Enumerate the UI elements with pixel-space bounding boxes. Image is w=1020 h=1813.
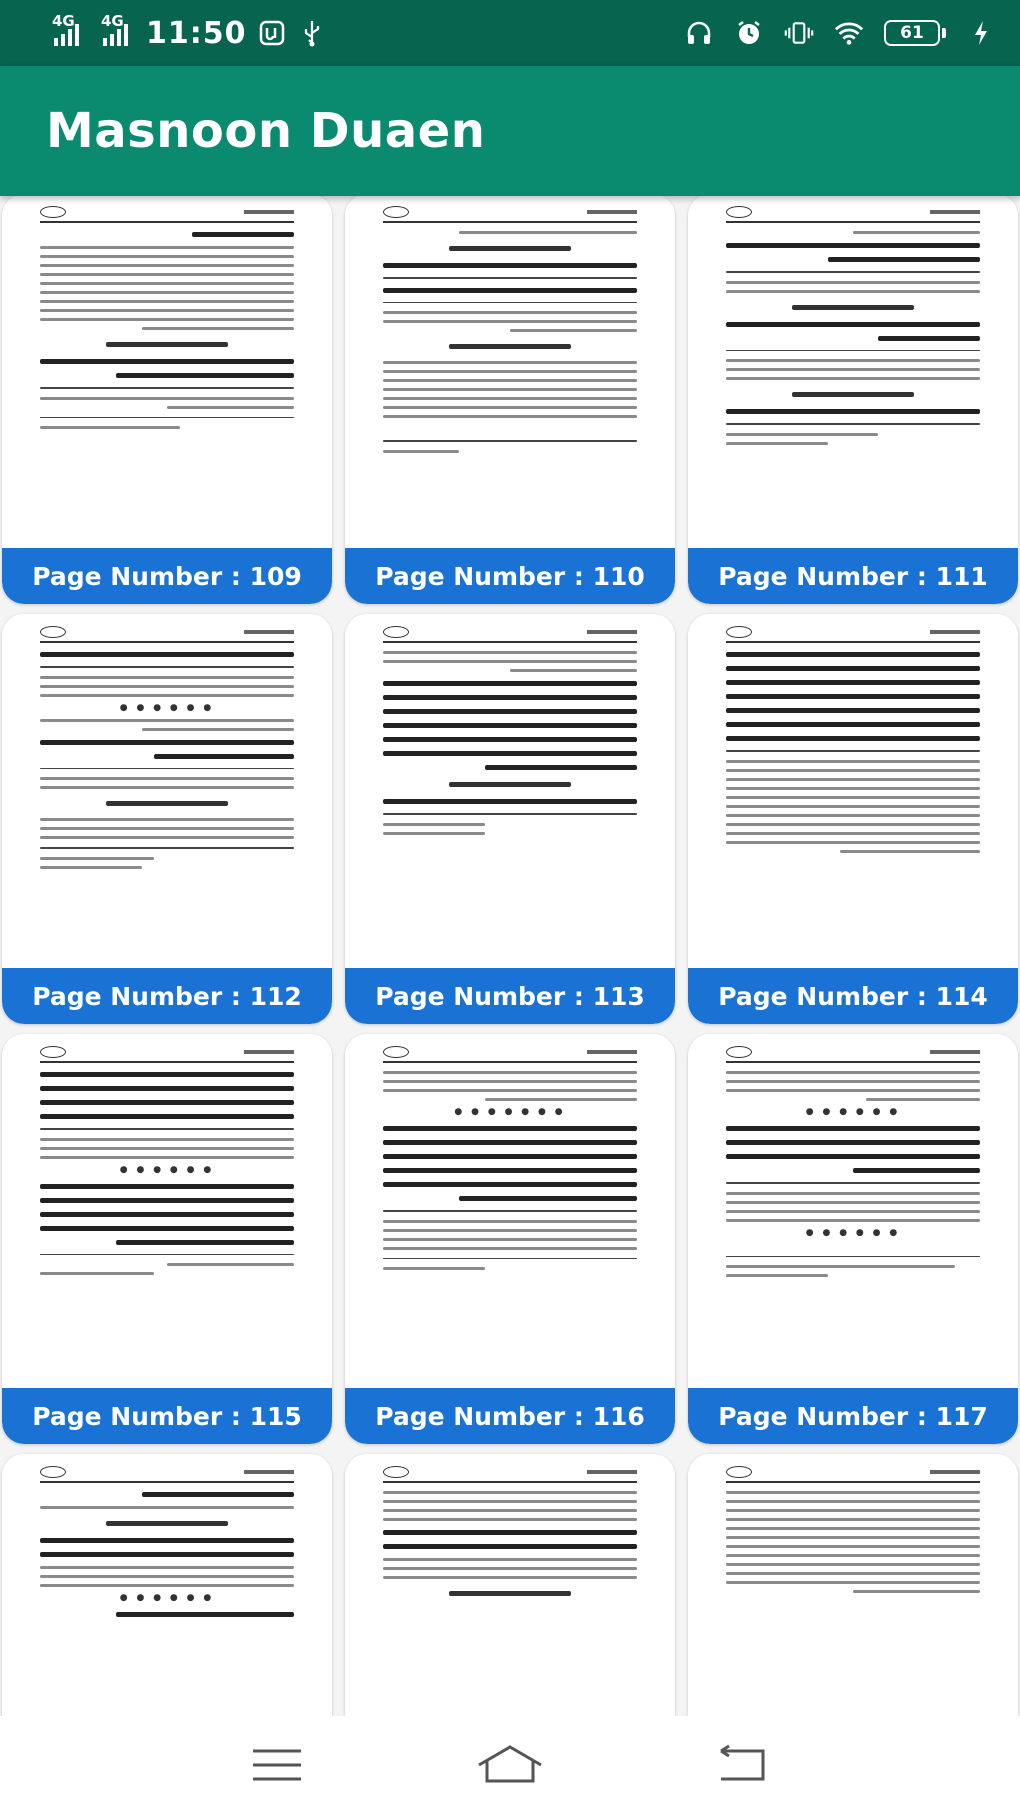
page-number-label: Page Number : 111 [688,548,1018,604]
back-icon[interactable] [703,1735,783,1795]
app-bar [0,66,1020,196]
clock: 11:50 [146,15,247,51]
page-card-110[interactable] [345,196,675,604]
page-card-112[interactable] [2,614,332,1024]
page-thumbnail: ● ● ● ● ● ● [2,614,332,970]
page-thumbnail [2,196,332,550]
status-bar [0,0,1020,66]
page-card-120[interactable] [688,1454,1018,1716]
page-card-109[interactable] [2,196,332,604]
alarm-icon [734,19,764,47]
page-thumbnail [345,196,675,550]
page-thumbnail [688,614,1018,970]
battery-icon: 61 [884,20,946,46]
data-saver-icon [257,20,287,46]
page-grid [0,196,1020,1716]
page-card-111[interactable] [688,196,1018,604]
page-thumbnail: ● ● ● ● ● ● ● ● ● ● ● ● [688,1034,1018,1390]
charging-icon [966,20,996,46]
system-nav-bar [0,1716,1020,1813]
page-thumbnail: ● ● ● ● ● ● ● [345,1034,675,1390]
signal-icon: 4G [54,20,79,46]
page-number-label: Page Number : 114 [688,968,1018,1024]
page-number-label: Page Number : 115 [2,1388,332,1444]
page-thumbnail [688,196,1018,550]
status-right [684,19,996,47]
page-number-label: Page Number : 117 [688,1388,1018,1444]
wifi-icon [834,20,864,46]
vibrate-icon [784,20,814,46]
page-thumbnail: ● ● ● ● ● ● [2,1034,332,1390]
page-card-113[interactable] [345,614,675,1024]
page-number-label: Page Number : 109 [2,548,332,604]
usb-icon [297,19,327,47]
page-number-label: Page Number : 113 [345,968,675,1024]
page-card-119[interactable] [345,1454,675,1716]
home-icon[interactable] [470,1735,550,1795]
menu-icon[interactable] [237,1735,317,1795]
page-thumbnail [345,1454,675,1716]
page-number-label: Page Number : 112 [2,968,332,1024]
headphones-icon [684,21,714,45]
page-card-116[interactable] [345,1034,675,1444]
page-thumbnail [688,1454,1018,1716]
page-card-115[interactable] [2,1034,332,1444]
app-title: Masnoon Duaen [46,103,486,159]
status-left [52,12,327,51]
page-card-118[interactable] [2,1454,332,1716]
page-number-label: Page Number : 116 [345,1388,675,1444]
page-card-117[interactable] [688,1034,1018,1444]
signal-icon-2: 4G [103,20,128,46]
page-number-label: Page Number : 110 [345,548,675,604]
page-thumbnail: ● ● ● ● ● ● [2,1454,332,1716]
page-thumbnail [345,614,675,970]
page-card-114[interactable] [688,614,1018,1024]
